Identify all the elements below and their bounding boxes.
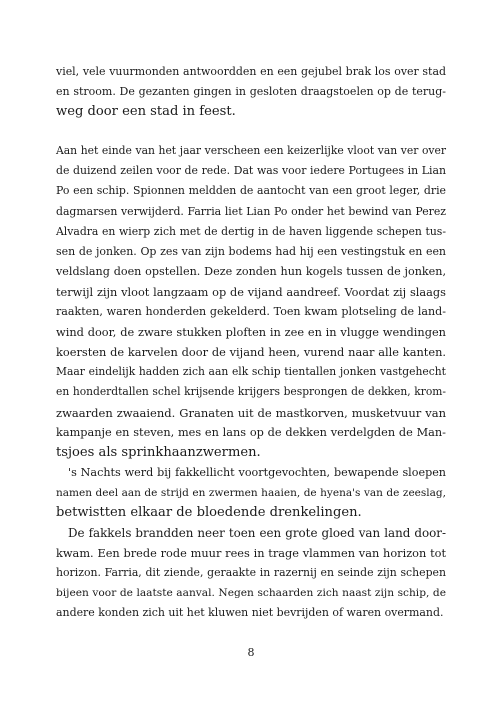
text-line: horizon. Farria, dit ziende, geraakte in razernij en seinde zijn schepen xyxy=(56,566,446,580)
text-line: Aan het einde van het jaar verscheen een keizerlijke vloot van ver over xyxy=(56,144,446,158)
text-line: zwaarden zwaaiend. Granaten uit de mastkorven, musketvuur van xyxy=(56,405,446,420)
text-line: de duizend zeilen voor de rede. Dat was voor iedere Portugees in Lian xyxy=(56,164,446,178)
paragraph-2 xyxy=(56,141,446,463)
paragraph-1 xyxy=(56,62,446,122)
text-line: tsjoes als sprinkhaanzwermen. xyxy=(56,444,261,460)
paragraph-gap xyxy=(56,122,446,141)
text-line: andere konden zich uit het kluwen niet bevrijden of waren overmand. xyxy=(56,606,444,620)
text-line: viel, vele vuurmonden antwoordden en een gejubel brak los over stad xyxy=(56,65,446,78)
text-line: kwam. Een brede rode muur rees in trage vlammen van horizon tot xyxy=(56,546,446,561)
text-line: weg door een stad in feest. xyxy=(56,104,236,120)
text-line: en stroom. De gezanten gingen in gesloten draagstoelen op de terug- xyxy=(56,85,446,99)
paragraph-3 xyxy=(56,463,446,523)
text-line: Maar eindelijk hadden zich aan elk schip tientallen jonken vastgehecht xyxy=(56,365,446,379)
text-line: veldslang doen opstellen. Deze zonden hun kogels tussen de jonken, xyxy=(56,264,446,278)
text-line: Alvadra en wierp zich met de dertig in de haven liggende schepen tus- xyxy=(56,224,446,238)
text-line: Po een schip. Spionnen meldden de aantocht van een groot leger, drie xyxy=(56,184,446,198)
body-text xyxy=(56,62,446,624)
text-line: sen de jonken. Op zes van zijn bodems had hij een vestingstuk en een xyxy=(56,244,446,258)
text-line: bijeen voor de laatste aanval. Negen schaarden zich naast zijn schip, de xyxy=(56,586,446,600)
text-line: dagmarsen verwijderd. Farria liet Lian Po onder het bewind van Perez xyxy=(56,204,446,218)
text-line: 's Nachts werd bij fakkellicht voortgevochten, bewapende sloepen xyxy=(68,465,446,479)
text-line: namen deel aan de strijd en zwermen haaien, de hyena's van de zeeslag, xyxy=(56,486,446,499)
text-line: terwijl zijn vloot langzaam op de vijand aandreef. Voordat zij slaags xyxy=(56,284,446,299)
paragraph-4 xyxy=(56,523,446,623)
text-line: De fakkels brandden neer toen een grote gloed van land door- xyxy=(68,526,446,541)
page-number: 8 xyxy=(247,646,255,659)
text-line: koersten de karvelen door de vijand heen, vurend naar alle kanten. xyxy=(56,345,446,360)
text-line: betwistten elkaar de bloedende drenkelingen. xyxy=(56,504,362,520)
text-line: wind door, de zware stukken ploften in zee en in vlugge wendingen xyxy=(56,325,446,340)
text-line: en honderdtallen schel krijsende krijgers besprongen de dekken, krom- xyxy=(56,385,446,399)
text-line: kampanje en steven, mes en lans op de dekken verdelgden de Man- xyxy=(56,425,446,439)
text-line: raakten, waren honderden gekelderd. Toen kwam plotseling de land- xyxy=(56,305,446,319)
